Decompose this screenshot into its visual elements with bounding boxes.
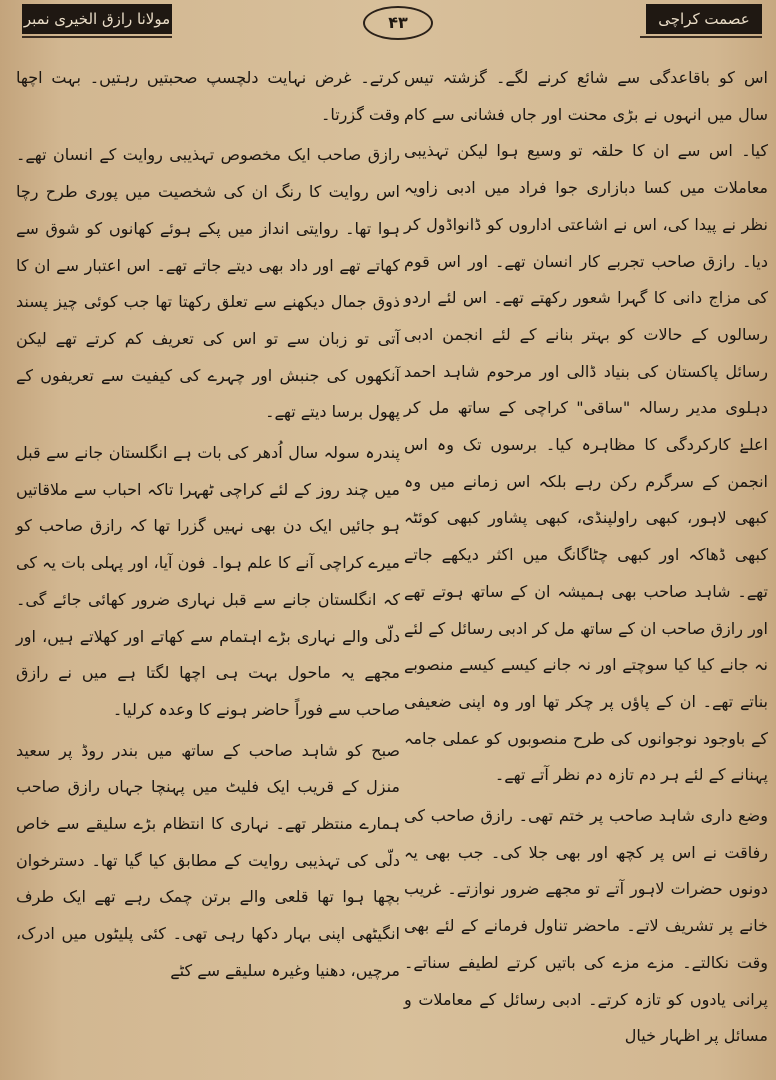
running-title-left: مولانا رازق الخیری نمبر	[22, 4, 172, 34]
running-title-right: عصمت کراچی	[646, 4, 762, 34]
header-rule-left	[22, 36, 172, 38]
left-text-column	[16, 60, 400, 1080]
left-paragraph-1: کرتے۔ غرض نہایت دلچسپ صحبتیں رہتیں۔ بہت اچھا وقت گزرتا۔	[16, 68, 400, 124]
page-number: ۴۳	[363, 6, 433, 40]
left-paragraph-3: پندرہ سولہ سال اُدھر کی بات ہے انگلستان جانے سے قبل میں چند روز کے لئے کراچی ٹھہرا تاکہ احباب سے ملاقاتیں ہو جائیں ایک دن بھی نہیں گزرا تھا کہ رازق صاحب کو میرے کراچی آنے کا علم ہوا۔ فون آیا، اور پہلی بات یہ کی کہ انگلستان جانے سے قبل نہاری ضرور کھائی جائے گی۔ دلّی والے نہاری بڑے اہتمام سے کھاتے اور کھلاتے ہیں، اور مجھے یہ ماحول بہت ہی اچھا لگتا ہے میں نے رازق صاحب سے فوراً حاضر ہونے کا وعدہ کرلیا۔	[16, 443, 400, 719]
left-paragraph-2: رازق صاحب ایک مخصوص تہذیبی روایت کے انسان تھے۔ اس روایت کا رنگ ان کی شخصیت میں پوری طرح رچا ہوا تھا۔ روایتی انداز میں پکے ہوئے کھانوں کو شوق سے کھاتے تھے اور داد بھی دیتے جاتے تھے۔ اس اعتبار سے ان کا ذوق جمال دیکھنے سے تعلق رکھتا تھا جب کوئی چیز پسند آتی تو زبان سے تو اس کی تعریف کم کرتے تھے لیکن آنکھوں کی جنبش اور چہرے کی کیفیت سے تعریفوں کے پھول برسا دیتے تھے۔	[16, 145, 400, 422]
right-text-column	[404, 60, 768, 1080]
header-rule-right	[640, 36, 762, 38]
left-paragraph-4: صبح کو شاہد صاحب کے ساتھ میں بندر روڈ پر سعید منزل کے قریب ایک فلیٹ میں پہنچا جہاں رازق صاحب ہمارے منتظر تھے۔ نہاری کا انتظام بڑے سلیقے سے خاص دلّی کی تہذیبی روایت کے مطابق کیا گیا تھا۔ دسترخوان بچھا ہوا تھا قلعی والے برتن چمک رہے تھے ایک طرف انگیٹھی اپنی بہار دکھا رہی تھی۔ کئی پلیٹوں میں ادرک، مرچیں، دھنیا وغیرہ سلیقے سے کٹے	[16, 740, 400, 980]
right-paragraph-2: وضع داری شاہد صاحب پر ختم تھی۔ رازق صاحب کی رفاقت نے اس پر کچھ اور بھی جلا کی۔ جب بھی یہ دونوں حضرات لاہور آتے تو مجھے ضرور نوازتے۔ غریب خانے پر تشریف لاتے۔ ماحضر تناول فرمانے کے لئے بھی وقت نکالتے۔ مزے مزے کی باتیں کرتے لطیفے سناتے۔ پرانی یادوں کو تازہ کرتے۔ ادبی رسائل کے معاملات و مسائل پر اظہار خیال	[404, 806, 768, 1046]
right-paragraph-1: اس کو باقاعدگی سے شائع کرنے لگے۔ گزشتہ تیس سال میں انہوں نے بڑی محنت اور جاں فشانی سے کام کیا۔ اس سے ان کا حلقہ تو وسیع ہوا لیکن تہذیبی معاملات میں کسا دبازاری جوا فراد میں ادبی زاویہ نظر نے پیدا کی، اس نے اشاعتی اداروں کو ڈانواڈول کر دیا۔ رازق صاحب تجربے کار انسان تھے۔ اور اس قوم کی مزاج دانی کا گہرا شعور رکھتے تھے۔ اس لئے اردو رسالوں کے حالات کو بہتر بنانے کے لئے انجمن ادبی رسائل پاکستان کی بنیاد ڈالی اور مرحوم شاہد احمد دہلوی مدیر رسالہ "ساقی" کراچی کے ساتھ مل کر اعلےٰ کارکردگی کا مظاہرہ کیا۔ برسوں تک وہ اس انجمن کے سرگرم رکن رہے بلکہ اس زمانے میں وہ کبھی لاہور، کبھی راولپنڈی، کبھی پشاور کبھی کوئٹہ کبھی ڈھاکہ اور کبھی چٹاگانگ میں اکثر دیکھے جاتے تھے۔ شاہد صاحب بھی ہمیشہ ان کے ساتھ ہوتے تھے اور رازق صاحب ان کے ساتھ مل کر ادبی رسائل کے لئے نہ جانے کیا کیا سوچتے اور نہ جانے کیسے کیسے منصوبے بناتے تھے۔ ان کے پاؤں پر چکر تھا اور وہ اپنی ضعیفی کے باوجود نوجوانوں کی طرح منصوبوں کو عملی جامہ پہنانے کے لئے ہر دم تازہ دم نظر آتے تھے۔	[404, 68, 768, 785]
